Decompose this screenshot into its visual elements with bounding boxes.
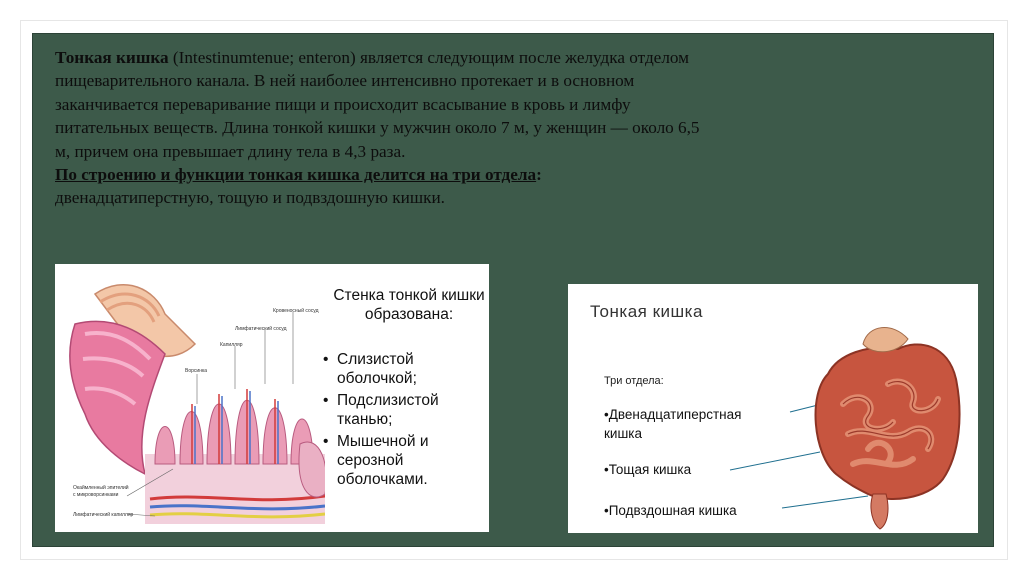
wall-layer-item: • Подслизистой тканью; xyxy=(323,391,488,429)
label-villus: Ворсинка xyxy=(185,368,208,374)
label-lymph-capillary: Лимфатический капилляр xyxy=(73,512,134,518)
duodenum-label-1: •Двенадцатиперстная xyxy=(604,407,742,422)
structure-colon: : xyxy=(536,165,542,185)
label-epithelium-1: Окаймленный эпителий xyxy=(73,485,129,491)
intestine-figure xyxy=(568,284,978,533)
label-epithelium-2: с микроворсинками xyxy=(73,492,119,498)
content-panel xyxy=(32,33,994,547)
label-capillary: Капилляр xyxy=(220,342,243,348)
intestine-figure-subtitle: Три отдела: xyxy=(604,375,664,387)
structure-heading: По строению и функции тонкая кишка делится на три отдела xyxy=(55,165,537,185)
structure-text: двенадцатиперстную, тощую и подвздошную кишки. xyxy=(55,188,445,208)
ileum-label: •Подвздошная кишка xyxy=(604,503,737,518)
wall-layer-item: • Мышечной и серозной оболочками. xyxy=(323,432,488,489)
label-blood-vessel: Кровеносный сосуд xyxy=(273,308,319,314)
wall-figure-title: Стенка тонкой кишки образована: xyxy=(333,287,485,323)
wall-layers-list xyxy=(323,350,488,492)
intro-paragraph xyxy=(55,46,715,210)
wall-figure xyxy=(55,264,489,532)
wall-layer-item: • Слизистой оболочкой; xyxy=(323,350,488,388)
intro-text: (Intestinumtenue; enteron) является следующим после желудка отделом пищеварительного канала. В ней наиболее интенсивно протекает и в основном заканчивается переваривание пищи и происходит всасывание в кровь и лимфу питательных веществ. Длина тонкой кишки у мужчин около 7 м, у женщин — около 6,5 м, причем она превышает длину тела в 4,3 раза. xyxy=(55,48,700,161)
term-small-intestine: Тонкая кишка xyxy=(55,48,169,67)
intestine-wall-illustration xyxy=(55,264,325,532)
jejunum-label: •Тощая кишка xyxy=(604,462,692,477)
label-lymph-vessel: Лимфатический сосуд xyxy=(235,326,287,332)
duodenum-label-2: кишка xyxy=(604,426,642,441)
intestine-figure-title: Тонкая кишка xyxy=(590,302,703,321)
intestine-illustration xyxy=(568,284,978,533)
